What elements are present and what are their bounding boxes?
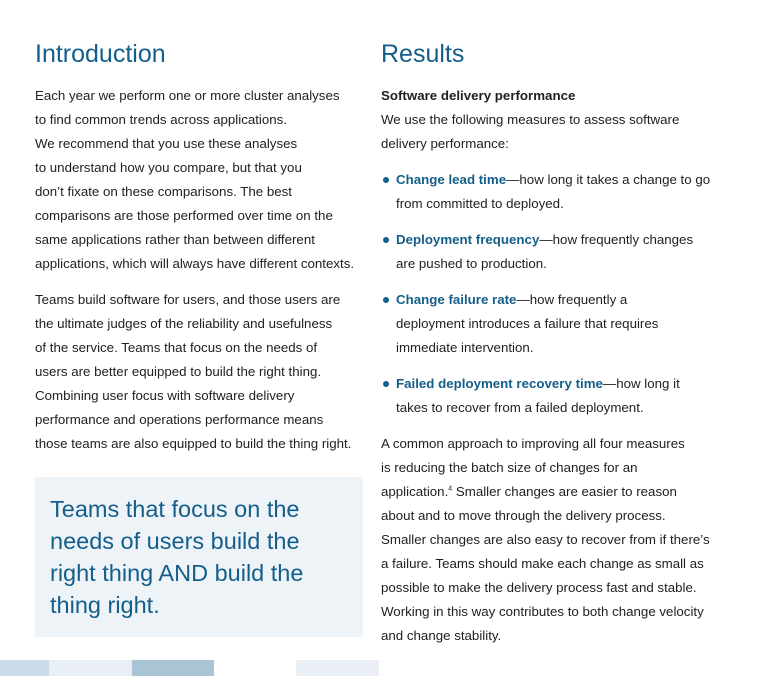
text-line: users are better equipped to build the right thing.	[35, 364, 322, 379]
text-line: A common approach to improving all four measures	[381, 436, 685, 451]
introduction-heading: Introduction	[35, 40, 166, 68]
measure-item-deployment-frequency	[381, 228, 726, 276]
text-line: and change stability.	[381, 628, 502, 643]
footer-decoration-block	[296, 660, 379, 676]
text-line: to find common trends across applications.	[35, 112, 288, 127]
text-line: same applications rather than between different	[35, 232, 315, 247]
text-line: from committed to deployed.	[396, 196, 564, 211]
measure-line	[396, 228, 726, 252]
text-line: Working in this way contributes to both change velocity	[381, 604, 704, 619]
text-line: immediate intervention.	[396, 340, 534, 355]
text-segment: Smaller changes are easier to reason	[452, 484, 677, 499]
text-line: Smaller changes are also easy to recover from if there’s	[381, 532, 710, 547]
pull-quote-line: needs of users build the	[50, 528, 300, 554]
footnote-marker[interactable]: 4	[448, 485, 453, 493]
footer-decoration-block	[132, 660, 214, 676]
text-line: Each year we perform one or more cluster analyses	[35, 88, 340, 103]
bullet-icon	[383, 237, 389, 243]
text-line: don’t fixate on these comparisons. The best	[35, 184, 292, 199]
text-line: Combining user focus with software delivery	[35, 388, 295, 403]
text-segment: application.	[381, 484, 449, 499]
measure-description: —how frequently a	[516, 292, 628, 307]
text-line: takes to recover from a failed deployment.	[396, 400, 644, 415]
text-line: the ultimate judges of the reliability and usefulness	[35, 316, 333, 331]
measure-line	[396, 288, 726, 312]
text-line: Teams build software for users, and those users are	[35, 292, 341, 307]
text-line	[381, 480, 726, 504]
results-section	[381, 38, 726, 648]
measure-term: Change lead time	[396, 172, 507, 187]
pull-quote-line: Teams that focus on the	[50, 496, 300, 522]
results-heading: Results	[381, 40, 465, 68]
text-line: performance and operations performance means	[35, 412, 324, 427]
measure-item-change-failure-rate	[381, 288, 726, 360]
text-line: a failure. Teams should make each change as small as	[381, 556, 704, 571]
introduction-section	[35, 38, 365, 468]
text-line: is reducing the batch size of changes for an	[381, 460, 638, 475]
text-line: delivery performance:	[381, 136, 509, 151]
introduction-paragraph-1	[35, 84, 365, 276]
measure-description: —how frequently changes	[539, 232, 694, 247]
measure-line	[396, 168, 726, 192]
text-line: about and to move through the delivery process.	[381, 508, 666, 523]
text-line: of the service. Teams that focus on the needs of	[35, 340, 318, 355]
results-subheading: Software delivery performance	[381, 88, 576, 103]
results-closing-paragraph	[381, 432, 726, 648]
text-line: are pushed to production.	[396, 256, 547, 271]
measure-term: Failed deployment recovery time	[396, 376, 603, 391]
pull-quote-line: thing right.	[50, 592, 160, 618]
footer-decoration-block	[49, 660, 132, 676]
text-line: comparisons are those performed over time on the	[35, 208, 333, 223]
pull-quote-line: right thing AND build the	[50, 560, 304, 586]
results-intro	[381, 84, 726, 156]
text-line: deployment introduces a failure that requires	[396, 316, 659, 331]
measure-item-change-lead-time	[381, 168, 726, 216]
measure-term: Change failure rate	[396, 292, 517, 307]
measure-item-failed-deployment-recovery-time	[381, 372, 726, 420]
text-line: those teams are also equipped to build the thing right.	[35, 436, 352, 451]
text-line: applications, which will always have different contexts.	[35, 256, 355, 271]
bullet-icon	[383, 381, 389, 387]
introduction-paragraph-2	[35, 288, 365, 456]
text-line: to understand how you compare, but that you	[35, 160, 302, 175]
footer-decoration-block	[0, 660, 49, 676]
measure-description: —how long it	[602, 376, 680, 391]
text-line: possible to make the delivery process fast and stable.	[381, 580, 697, 595]
text-line: We recommend that you use these analyses	[35, 136, 298, 151]
measure-line	[396, 372, 726, 396]
measure-description: —how long it takes a change to go	[506, 172, 711, 187]
measure-term: Deployment frequency	[396, 232, 540, 247]
bullet-icon	[383, 297, 389, 303]
text-line: We use the following measures to assess software	[381, 112, 680, 127]
bullet-icon	[383, 177, 389, 183]
pull-quote	[35, 477, 363, 637]
